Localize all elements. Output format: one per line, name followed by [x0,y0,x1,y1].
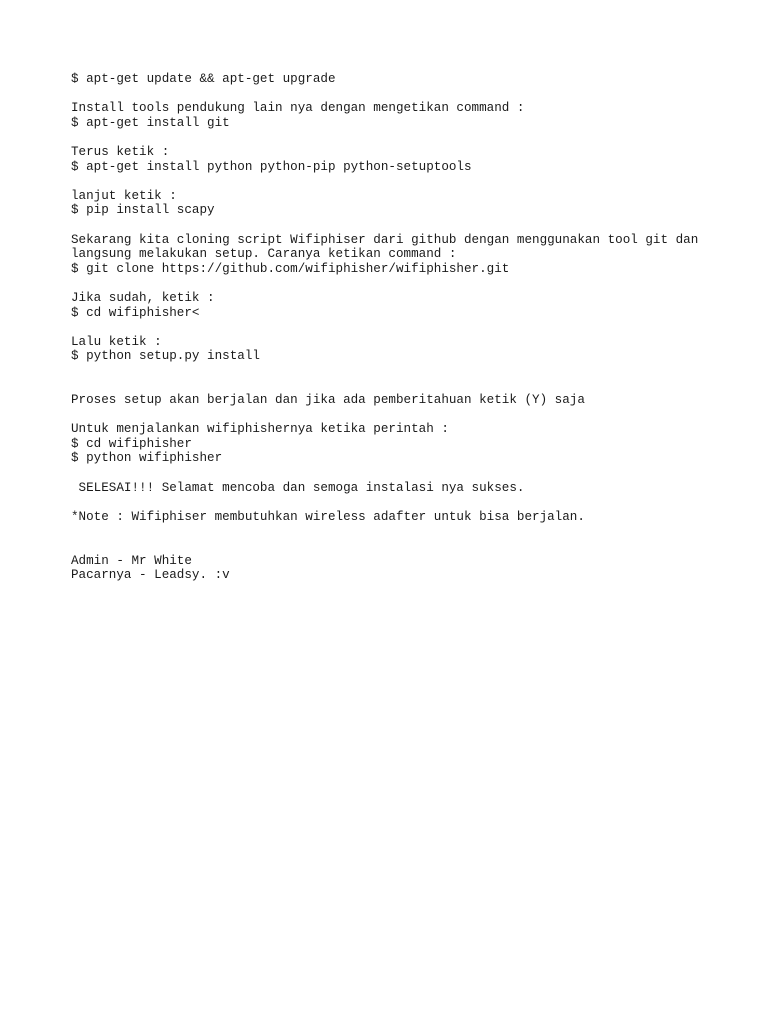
instruction-lanjut-ketik: lanjut ketik : [71,188,177,203]
text-admin-credit: Admin - Mr White [71,553,192,568]
blank-line [71,408,731,423]
instruction-jika-sudah: Jika sudah, ketik : [71,290,215,305]
instruction-untuk-menjalankan: Untuk menjalankan wifiphishernya ketika perintah : [71,422,449,437]
blank-line [71,130,731,145]
blank-line [71,174,731,189]
blank-line [71,466,731,481]
instruction-terus-ketik: Terus ketik : [71,144,170,159]
blank-line [71,87,731,102]
blank-lines [71,364,731,393]
instruction-lalu-ketik: Lalu ketik : [71,334,162,349]
instruction-install-tools: Install tools pendukung lain nya dengan mengetikan command : [71,101,525,116]
instruction-cloning-line-2: langsung melakukan setup. Caranya ketikan command : [71,247,457,262]
command-cd-wifiphisher: $ cd wifiphisher [71,436,192,451]
blank-line [71,276,731,291]
command-update-upgrade: $ apt-get update && apt-get upgrade [71,72,336,86]
blank-lines [71,524,731,553]
command-cd-wifiphisher-first: $ cd wifiphisher< [71,305,200,320]
command-setup-install: $ python setup.py install [71,349,260,364]
command-python-wifiphisher: $ python wifiphisher [71,451,223,466]
blank-line [71,495,731,510]
command-pip-install-scapy: $ pip install scapy [71,203,215,218]
command-install-git: $ apt-get install git [71,115,230,130]
command-install-python: $ apt-get install python python-pip python-setuptools [71,159,472,174]
blank-line [71,218,731,233]
text-note: *Note : Wifiphiser membutuhkan wireless adafter untuk bisa berjalan. [71,509,585,524]
text-selesai: SELESAI!!! Selamat mencoba dan semoga instalasi nya sukses. [71,480,525,495]
text-pacarnya-credit: Pacarnya - Leadsy. :v [71,568,230,583]
blank-line [71,320,731,335]
instruction-cloning-line-1: Sekarang kita cloning script Wifiphiser dari github dengan menggunakan tool git dan [71,232,699,247]
instruction-proses-setup: Proses setup akan berjalan dan jika ada pemberitahuan ketik (Y) saja [71,393,585,408]
document-body [71,72,731,583]
command-git-clone: $ git clone https://github.com/wifiphisher/wifiphisher.git [71,261,510,276]
